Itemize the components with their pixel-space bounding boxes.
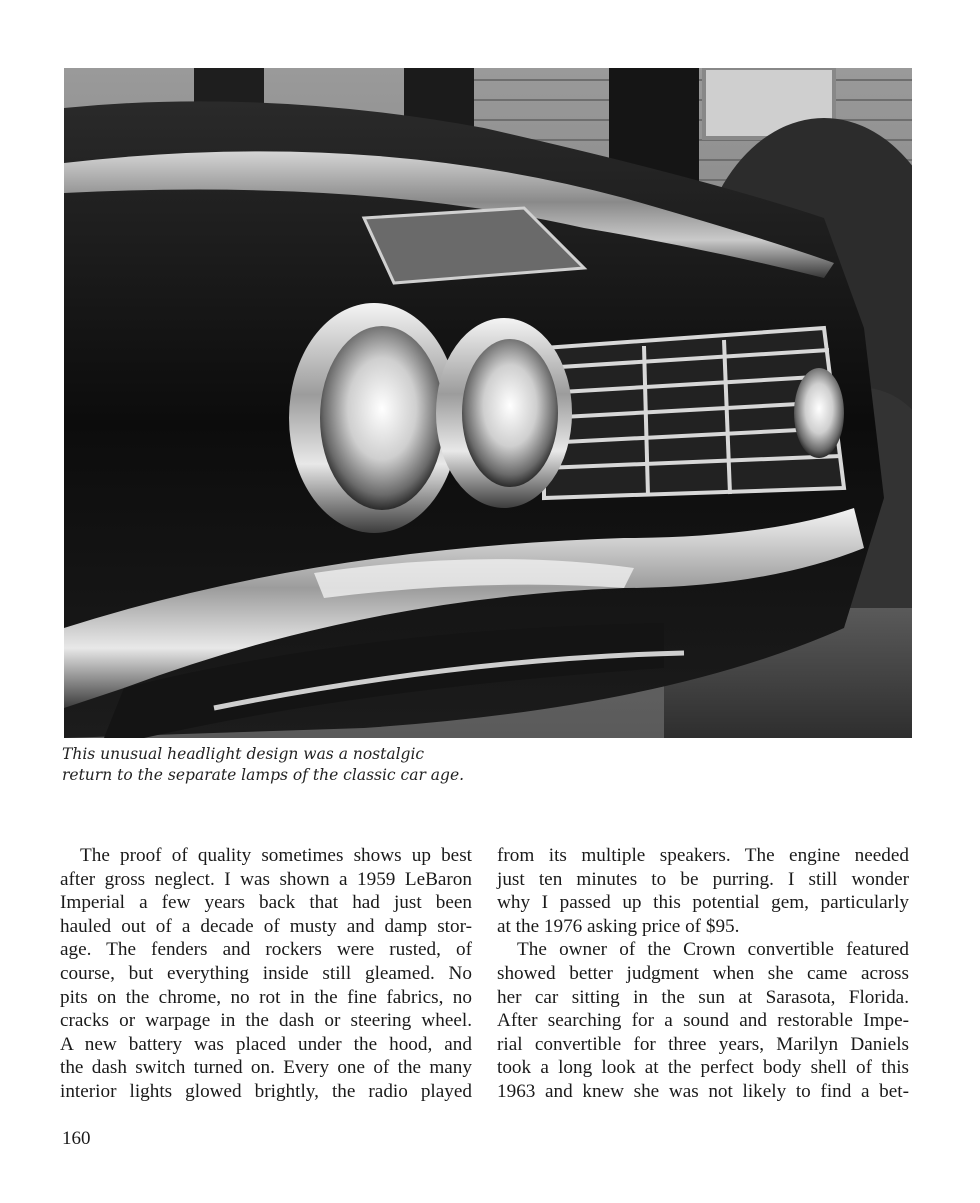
text-line: A new battery was placed under the hood, and (60, 1033, 472, 1055)
text-line: The proof of quality sometimes shows up best (80, 845, 472, 866)
text-line: interior lights glowed brightly, the radio played (60, 1080, 472, 1102)
caption-line: This unusual headlight design was a nostalgic (62, 745, 425, 763)
text-line: After searching for a sound and restorable Impe- (497, 1010, 909, 1032)
text-line: her car sitting in the sun at Sarasota, Florida. (497, 986, 909, 1008)
headlight-outer (289, 303, 459, 533)
text-line: after gross neglect. I was shown a 1959 LeBaron (60, 868, 472, 890)
headlight-inner (436, 318, 572, 508)
text-line: 1963 and knew she was not likely to find a bet- (497, 1080, 909, 1102)
text-line: age. The fenders and rockers were rusted, of (60, 939, 472, 961)
paragraph (60, 844, 472, 1104)
paragraph (497, 844, 909, 938)
text-line: The owner of the Crown convertible featured (517, 939, 909, 961)
text-line: from its multiple speakers. The engine needed (497, 845, 909, 866)
text-line: Imperial a few years back that had just been (60, 892, 472, 914)
text-line: cracks or warpage in the dash or steering wheel. (60, 1010, 472, 1032)
text-line: just ten minutes to be purring. I still wonder (497, 868, 909, 890)
photo-caption (62, 744, 522, 786)
text-line: showed better judgment when she came across (497, 962, 909, 984)
text-line: course, but everything inside still gleamed. No (60, 962, 472, 984)
paragraph (497, 938, 909, 1103)
text-line: took a long look at the perfect body shell of this (497, 1057, 909, 1079)
text-line: why I passed up this potential gem, particularly (497, 892, 909, 914)
text-line: rial convertible for three years, Marilyn Daniels (497, 1033, 909, 1055)
caption-line: return to the separate lamps of the classic car age. (62, 766, 465, 784)
text-line: hauled out of a decade of musty and damp stor- (60, 915, 472, 937)
text-line: at the 1976 asking price of $95. (497, 915, 740, 937)
text-line: the dash switch turned on. Every one of the many (60, 1057, 472, 1079)
text-line: pits on the chrome, no rot in the fine fabrics, no (60, 986, 472, 1008)
page-number: 160 (62, 1128, 91, 1149)
car-photo-illustration (64, 68, 912, 738)
left-text-column (60, 844, 472, 1104)
car-headlight-photo (64, 68, 912, 738)
right-text-column (497, 844, 909, 1104)
